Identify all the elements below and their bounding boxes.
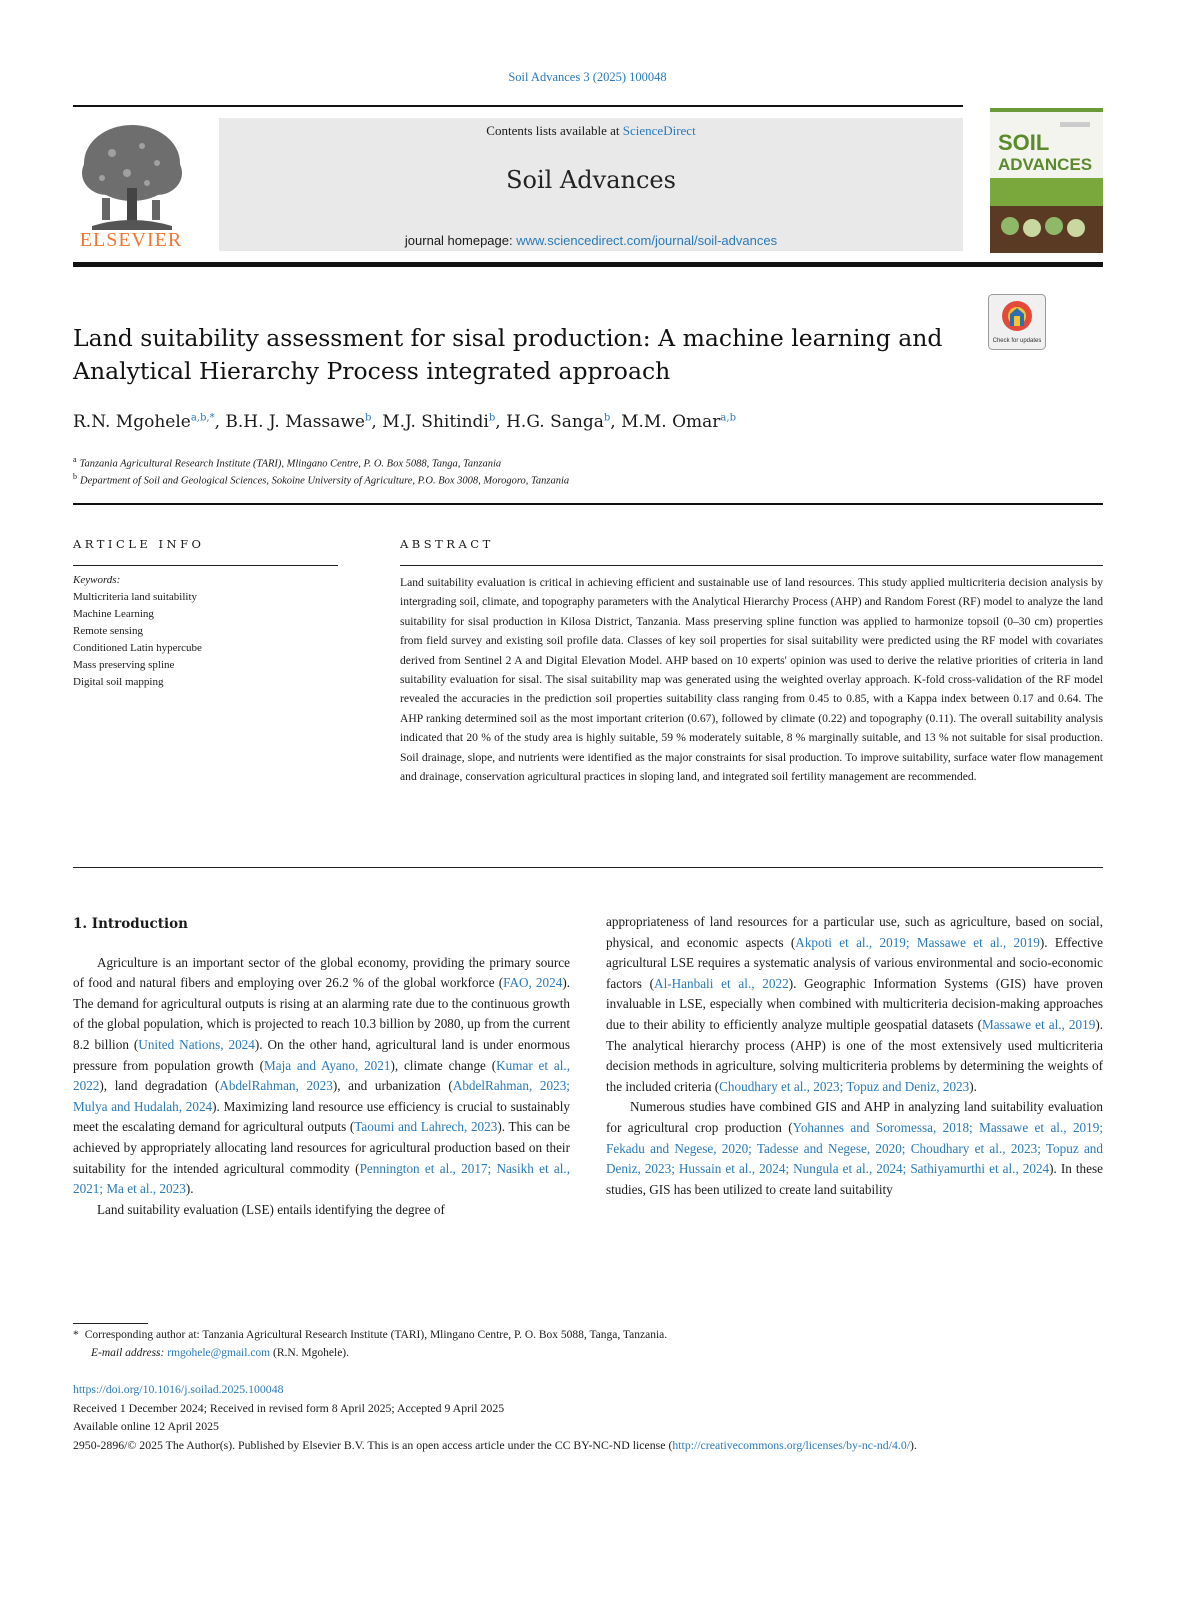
citation-link[interactable]: Choudhary et al., 2023; Topuz and Deniz, 2023 [719,1078,970,1094]
footnote-line: * Corresponding author at: Tanzania Agricultural Research Institute (TARI), Mlingano Centre, P. O. Box 5088, Tanga, Tanzania. [73,1329,668,1341]
keyword-item: Machine Learning [73,608,154,620]
article-title: Land suitability assessment for sisal production: A machine learning and Analytical Hierarchy Process integrated approach [73,324,943,385]
intro-paragraph-1 [73,953,570,1200]
citation-link[interactable]: Taoumi and Lahrech, 2023 [354,1119,498,1135]
article-info-heading: ARTICLE INFO [73,537,205,551]
body-text: appropriateness of land resources for a particular use, such as agriculture, based on social, physical, and economic aspects ( [606,914,1103,950]
contents-line [219,123,963,139]
citation-link[interactable]: AbdelRahman, 2023; Mulya and Hudalah, 2024 [73,1078,570,1114]
journal-cover-image[interactable] [990,108,1103,253]
body-text: ). On the other hand, agricultural land is under enormous pressure from population growth ( [73,1036,570,1073]
body-column-left [73,914,570,1220]
keyword-item: Remote sensing [73,625,143,637]
citation-link[interactable]: Pennington et al., 2017; Nasikh et al., 2021; Ma et al., 2023 [73,1160,570,1197]
intro-paragraph-3 [606,1097,1103,1200]
affiliation-a [73,455,973,470]
keyword-item: Multicriteria land suitability [73,591,198,603]
cover-title-line1: SOIL [998,130,1050,155]
author-affiliation-marker[interactable]: b [364,412,372,424]
keyword-item: Digital soil mapping [73,676,164,688]
body-text: ). [969,1078,977,1094]
body-text: ), climate change ( [390,1057,497,1073]
license-line [73,1436,1103,1455]
journal-homepage-link[interactable]: www.sciencedirect.com/journal/soil-advances [516,233,778,248]
email-suffix: (R.N. Mgohele). [273,1347,350,1359]
intro-paragraph-2-start: Land suitability evaluation (LSE) entails identifying the degree of [97,1201,445,1217]
sciencedirect-link[interactable]: ScienceDirect [622,123,696,138]
available-online: Available online 12 April 2025 [73,1419,219,1434]
email-line [73,1344,1073,1362]
author-name[interactable]: M.J. Shitindi [382,412,489,432]
citation-link[interactable]: United Nations, 2024 [138,1036,255,1052]
homepage-line [219,233,963,248]
license-text: 2950-2896/© 2025 The Author(s). Published by Elsevier B.V. This is an open access article under the CC BY-NC-ND license ( [73,1437,673,1452]
journal-title: Soil Advances [506,166,676,194]
body-text: ). The analytical hierarchy process (AHP) is one of the most extensively used multicriteria decision methods in agriculture, solving multicriteria problems by determining the weights of the included criteria ( [606,1016,1104,1094]
abstract-bottom-rule [73,867,1103,868]
abstract-rule [400,565,1103,566]
body-text: ), land degradation ( [99,1078,220,1094]
body-text: ), and urbanization ( [332,1078,453,1094]
crossmark-label: Check for updates [992,338,1042,344]
body-text: ). This can be achieved by appropriately allocating land resources for agricultural production based on their suitability for the intended agricultural commodity ( [73,1119,570,1176]
affiliation-mark: b [73,472,77,481]
footnote-rule [73,1323,148,1324]
citation-link[interactable]: Kumar et al., 2022 [73,1057,570,1094]
keywords-label: Keywords: [73,574,121,586]
body-column-right [606,912,1103,1200]
author-affiliation-marker[interactable]: a,b [720,412,736,424]
citation-link[interactable]: Maja and Ayano, 2021 [263,1057,391,1073]
corresponding-author-footnote [73,1326,1073,1362]
author-list: R.N. Mgohele$^{a,b,*}$, B.H. J. Massawe$^b$, M.J. Shitindi$^b$, H.G. Sanga$^b$, M.M. Omar$^{a,b}$ [73,412,736,432]
cover-title-line2: ADVANCES [998,155,1093,174]
author-name[interactable]: H.G. Sanga [506,412,604,432]
affiliation-text: Tanzania Agricultural Research Institute (TARI), Mlingano Centre, P. O. Box 5088, Tanga, Tanzania [79,458,502,470]
citation-link[interactable]: Al-Hanbali et al., 2022 [654,975,789,991]
keywords-list [73,572,202,691]
contents-prefix: Contents lists available at [486,123,623,138]
article-info-rule [73,565,338,566]
keyword-item: Mass preserving spline [73,659,175,671]
email-label: E-mail address: [91,1347,165,1359]
introduction-heading: 1. Introduction [73,916,188,932]
doi-link[interactable]: https://doi.org/10.1016/j.soilad.2025.100048 [73,1382,284,1396]
keyword-item: Conditioned Latin hypercube [73,642,202,654]
license-link[interactable]: http://creativecommons.org/licenses/by-nc-nd/4.0/ [672,1437,911,1452]
header-rule [73,105,963,107]
abstract-body: Land suitability evaluation is critical in achieving efficient and sustainable use of land resources. This study applied multicriteria decision analysis by intergrading soil, climate, and topography parameters with the Analytical Hierarchy Process (AHP) and Random Forest (RF) model to analyze the land suitability for sisal production in Kilosa District, Tanzania. Mass preserving spline function was applied to harmonize topsoil (0–30 cm) properties from field survey and existing soil profile data. Classes of key soil properties for sisal suitability were predicted using the RF model with covariates derived from Sentinel 2 A and Digital Elevation Model. AHP based on 10 experts' opinion was used to derive the relative priorities of criteria in land suitability evaluation for sisal. The sisal suitability map was generated using the weighted overlay approach. K-fold cross-validation of the RF model revealed the accuracies in the prediction soil properties suitability class ranging from 0.45 to 0.85, with a Kappa index between 0.17 and 0.64. The AHP ranking determined soil as the most important criterion (0.67), followed by climate (0.22) and topography (0.11). The overall suitability analysis indicated that 20 % of the study area is highly suitable, 59 % moderately suitable, 8 % marginally suitable, and 13 % not suitable for sisal production. Soil drainage, slope, and nutrients were identified as the major constraints for sisal production. To improve suitability, surface water flow management and drainage, conservation agricultural practices in sloping land, and integrated soil fertility management are recommended. [400,576,1103,784]
author-name[interactable]: M.M. Omar [621,412,721,432]
body-text: Numerous studies have combined GIS and AHP in analyzing land suitability evaluation for agricultural crop production ( [606,1099,1103,1135]
affiliation-mark: a [73,455,77,464]
footnote-text: Corresponding author at: Tanzania Agricultural Research Institute (TARI), Mlingano Centre, P. O. Box 5088, Tanga, Tanzania. [84,1329,668,1341]
article-metadata [73,1380,1103,1454]
header-thick-rule [73,262,1103,267]
citation-link[interactable]: Massawe et al., 2019 [981,1016,1096,1032]
body-text: ). Maximizing land resource use efficiency is crucial to sustainably meet the escalating demand for agricultural outputs ( [73,1098,570,1135]
body-text: ). The demand for agricultural outputs is rising at an alarming rate due to the continuous growth of the global population, which is projected to reach 10.3 billion by 2080, up from the current 8.2 billion ( [73,975,571,1052]
citation-link[interactable]: AbdelRahman, 2023 [219,1078,333,1094]
body-text: ). Effective agricultural LSE requires a systematic analysis of various environmental and socio-economic factors ( [606,934,1103,991]
affiliation-text: Department of Soil and Geological Sciences, Sokoine University of Agriculture, P.O. Box 3008, Morogoro, Tanzania [80,475,570,487]
citation-link[interactable]: Akpoti et al., 2019; Massawe et al., 2019 [795,934,1040,950]
running-head[interactable]: Soil Advances 3 (2025) 100048 [508,70,667,84]
affiliation-b [73,472,973,487]
email-link[interactable]: rmgohele@gmail.com [167,1347,271,1359]
author-affiliation-marker[interactable]: b [603,412,611,424]
author-name[interactable]: R.N. Mgohele [73,412,191,432]
elsevier-wordmark: ELSEVIER [79,229,183,251]
license-suffix: ). [910,1437,917,1452]
body-text: ). In these studies, GIS has been utilized to create land suitability [606,1161,1103,1197]
body-text: Agriculture is an important sector of the global economy, providing the primary source of food and natural fibers and employing over 26.2 % of the global workforce ( [73,954,570,991]
received-dates: Received 1 December 2024; Received in revised form 8 April 2025; Accepted 9 April 2025 [73,1400,505,1415]
author-affiliation-marker[interactable]: b [488,412,496,424]
section-rule [73,503,1103,505]
intro-paragraph-2-continued [606,912,1103,1097]
body-text: ). Geographic Information Systems (GIS) have proven invaluable in LSE, especially when combined with multicriteria decision-making approaches due to their ability to efficiently analyze multiple geospatial datasets ( [606,975,1103,1032]
author-affiliation-marker[interactable]: a,b,* [190,412,215,424]
homepage-prefix: journal homepage: [404,233,517,248]
citation-link[interactable]: FAO, 2024 [503,975,563,991]
body-text: ). [185,1181,194,1197]
abstract-heading: ABSTRACT [400,537,494,551]
check-for-updates-icon[interactable] [988,294,1046,350]
citation-link[interactable]: Yohannes and Soromessa, 2018; Massawe et al., 2019; Fekadu and Negese, 2020; Tadesse and Negese, 2020; Choudhary et al., 2023; Topuz and Deniz, 2023; Hussain et al., 2024; Nungula et al., 2024; Sathiyamurthi et al., 2024 [606,1119,1103,1177]
author-name[interactable]: B.H. J. Massawe [225,412,365,432]
